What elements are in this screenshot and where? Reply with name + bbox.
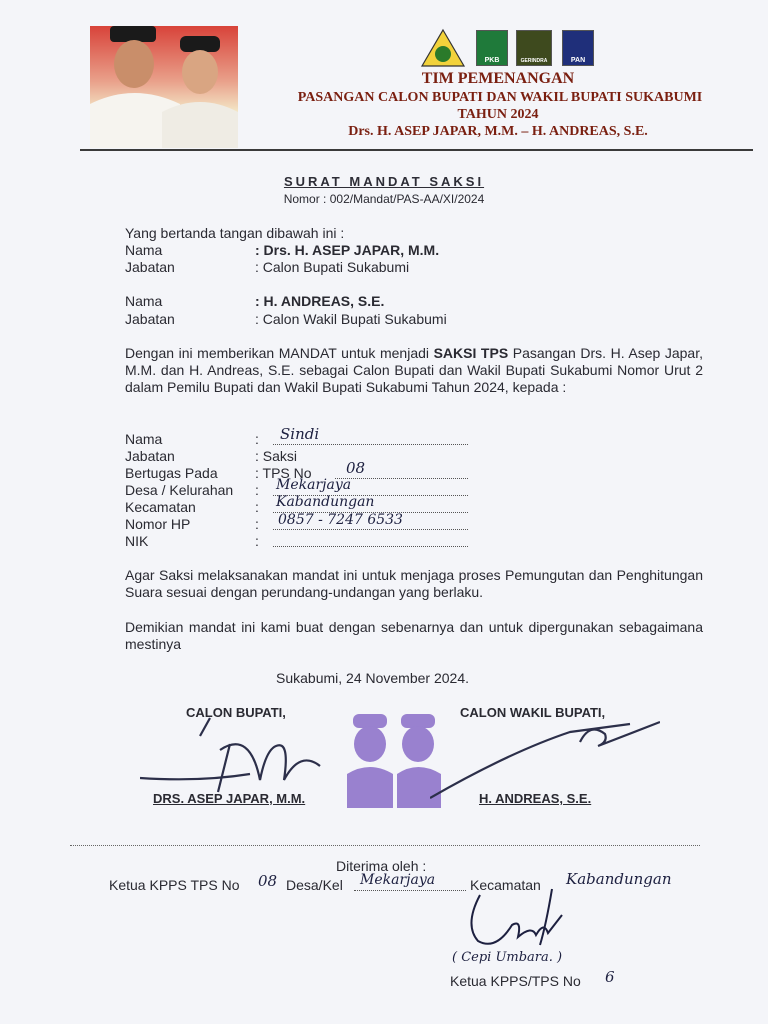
gerindra-logo-icon: GERINDRA bbox=[516, 30, 552, 66]
witness-name-line bbox=[273, 444, 468, 445]
left-signer-title: CALON BUPATI, bbox=[186, 705, 286, 720]
witness-nik-label: NIK bbox=[125, 533, 149, 549]
mandate-paragraph: Dengan ini memberikan MANDAT untuk menjadi SAKSI TPS Pasangan Drs. H. Asep Japar, M.M. dan H. Andreas, S.E. sebagai Calon Bupati dan Wakil Bupati Sukabumi Nomor Urut 2 dalam Pemilu Bupati dan Wakil Bupati Sukabumi Tahun 2024, kepada : bbox=[125, 345, 703, 395]
witness-name-value: Sindi bbox=[280, 425, 320, 443]
kpps-kec-value: Kabandungan bbox=[566, 870, 672, 888]
received-by-label: Diterima oleh : bbox=[336, 858, 427, 874]
header-divider bbox=[80, 149, 753, 151]
witness-village-label: Desa / Kelurahan bbox=[125, 482, 234, 498]
witness-phone-line bbox=[273, 529, 468, 530]
org-subtitle: PASANGAN CALON BUPATI DAN WAKIL BUPATI SUKABUMI bbox=[297, 90, 703, 105]
org-candidates: Drs. H. ASEP JAPAR, M.M. – H. ANDREAS, S.E. bbox=[348, 124, 648, 139]
signer1-position-label: Jabatan bbox=[125, 259, 175, 275]
signer1-name-value: : Drs. H. ASEP JAPAR, M.M. bbox=[255, 242, 440, 258]
witness-tps-label: Bertugas Pada bbox=[125, 465, 218, 481]
closing-paragraph: Demikian mandat ini kami buat dengan sebenarnya dan untuk dipergunakan sebagaimana mestinya bbox=[125, 619, 703, 652]
candidates-photo bbox=[90, 26, 238, 148]
kpps-desa-line bbox=[354, 890, 466, 891]
intro-text: Yang bertanda tangan dibawah ini : bbox=[125, 225, 345, 241]
document-number: Nomor : 002/Mandat/PAS-AA/XI/2024 bbox=[283, 192, 485, 206]
witness-name-label: Nama bbox=[125, 431, 163, 447]
document-title: SURAT MANDAT SAKSI bbox=[283, 174, 485, 189]
signer2-position-value: : Calon Wakil Bupati Sukabumi bbox=[255, 311, 447, 327]
signer2-name-value: : H. ANDREAS, S.E. bbox=[255, 293, 385, 309]
witness-district-colon: : bbox=[255, 499, 259, 515]
signer2-position-label: Jabatan bbox=[125, 311, 175, 327]
signer1-name-label: Nama bbox=[125, 242, 163, 258]
witness-nik-colon: : bbox=[255, 533, 259, 549]
receiver-name: ( Cepi Umbara. ) bbox=[452, 950, 563, 965]
kpps-desa-value: Mekarjaya bbox=[360, 872, 436, 888]
receiver-title: Ketua KPPS/TPS No bbox=[450, 973, 581, 989]
kpps-desa-label: Desa/Kel bbox=[286, 877, 343, 893]
witness-tps-value: : TPS No bbox=[255, 465, 312, 481]
footer-divider bbox=[70, 845, 700, 846]
signer1-position-value: : Calon Bupati Sukabumi bbox=[255, 259, 410, 275]
witness-name-colon: : bbox=[255, 431, 259, 447]
golkar-logo-icon bbox=[420, 28, 466, 68]
witness-village-colon: : bbox=[255, 482, 259, 498]
org-title: TIM PEMENANGAN bbox=[421, 70, 575, 87]
left-signer-name: DRS. ASEP JAPAR, M.M. bbox=[153, 791, 306, 806]
witness-tps-number: 08 bbox=[346, 459, 366, 477]
place-date: Sukabumi, 24 November 2024. bbox=[276, 670, 469, 686]
receiver-tps-value: 6 bbox=[605, 968, 615, 986]
signer2-name-label: Nama bbox=[125, 293, 163, 309]
witness-phone-colon: : bbox=[255, 516, 259, 532]
pan-logo-icon: PAN bbox=[562, 30, 594, 66]
kpps-kec-label: Kecamatan bbox=[470, 877, 541, 893]
purpose-paragraph: Agar Saksi melaksanakan mandat ini untuk menjaga proses Pemungutan dan Penghitungan Suara sesuai dengan perundang-undangan yang berlaku. bbox=[125, 567, 703, 600]
pkb-logo-icon: PKB bbox=[476, 30, 508, 66]
witness-district-label: Kecamatan bbox=[125, 499, 196, 515]
witness-tps-line bbox=[335, 478, 468, 479]
witness-phone-label: Nomor HP bbox=[125, 516, 191, 532]
org-year: TAHUN 2024 bbox=[457, 107, 539, 122]
witness-district-value: Kabandungan bbox=[276, 494, 375, 510]
right-signer-title: CALON WAKIL BUPATI, bbox=[460, 705, 606, 720]
witness-position-label: Jabatan bbox=[125, 448, 175, 464]
witness-village-value: Mekarjaya bbox=[276, 477, 352, 493]
witness-phone-value: 0857 - 7247 6533 bbox=[278, 512, 403, 528]
witness-nik-line bbox=[273, 546, 468, 547]
right-signer-name: H. ANDREAS, S.E. bbox=[479, 791, 592, 806]
kpps-tps-label: Ketua KPPS TPS No bbox=[109, 877, 240, 893]
receiver-signature bbox=[462, 885, 572, 960]
kpps-tps-value: 08 bbox=[258, 872, 278, 890]
witness-position-value: : Saksi bbox=[255, 448, 298, 464]
